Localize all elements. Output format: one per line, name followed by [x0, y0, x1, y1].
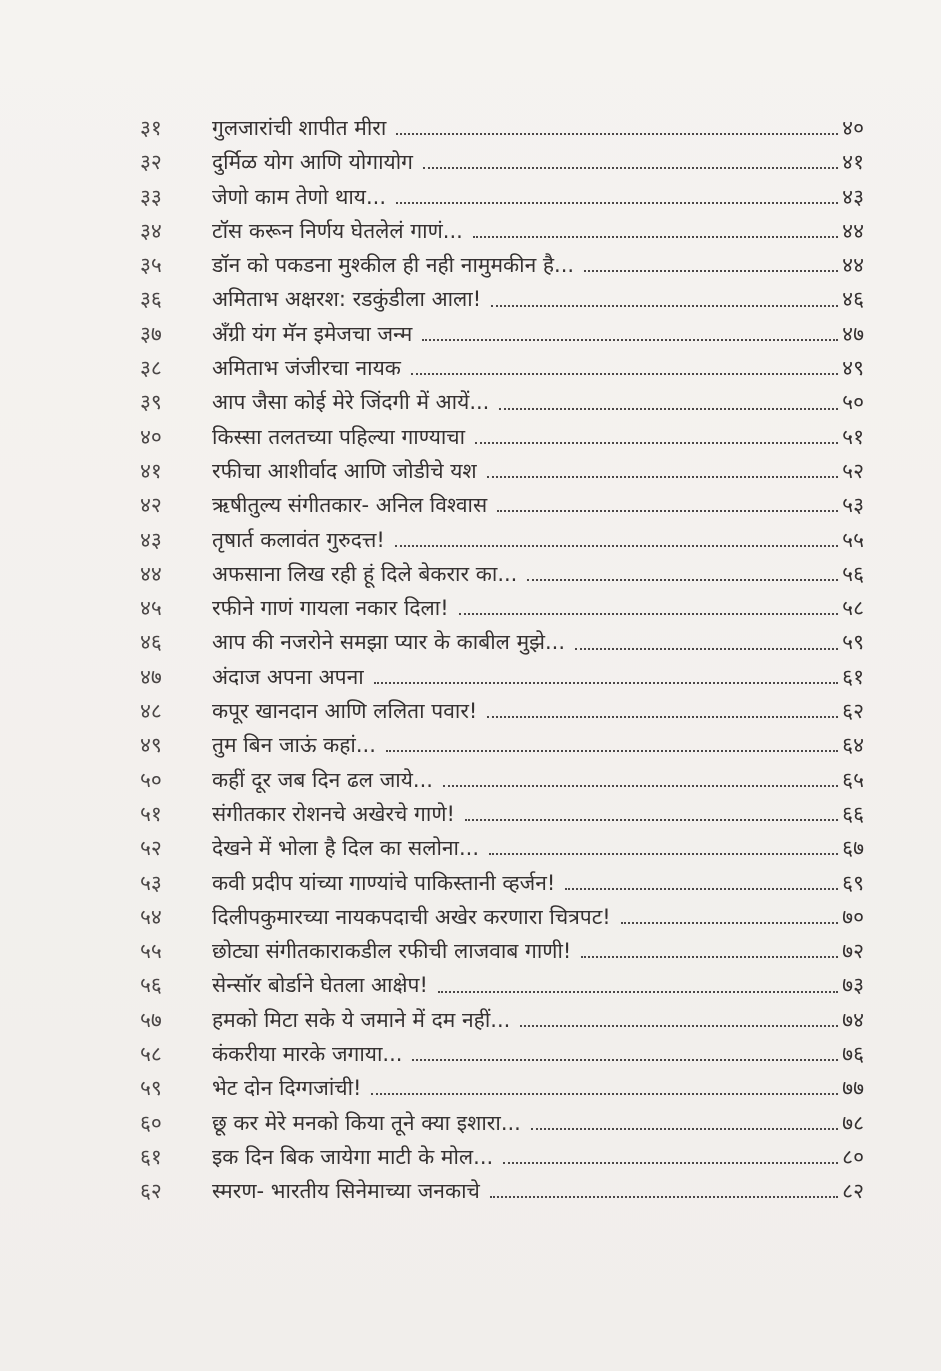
dot-leader: [374, 682, 838, 684]
dot-leader: [386, 750, 838, 752]
toc-entry: [140, 488, 864, 522]
dot-leader: [491, 305, 838, 307]
dot-leader: [475, 442, 838, 444]
chapter-title: छू कर मेरे मनको किया तूने क्या इशारा...: [212, 1110, 521, 1135]
page-number: ५३: [842, 493, 864, 518]
toc-entry: [140, 180, 864, 214]
dot-leader: [499, 408, 838, 410]
chapter-title: रफीने गाणं गायला नकार दिला!: [212, 596, 449, 621]
chapter-number: ३५: [140, 253, 162, 278]
page-number: ५०: [842, 390, 864, 415]
toc-entry: [140, 454, 864, 488]
chapter-title: अमिताभ जंजीरचा नायक: [212, 356, 401, 381]
chapter-title: सेन्सॉर बोर्डाने घेतला आक्षेप!: [212, 973, 428, 998]
toc-entry: [140, 420, 864, 454]
toc-entry: [140, 1140, 864, 1174]
dot-leader: [422, 339, 838, 341]
dot-leader: [584, 270, 838, 272]
page-number: ४०: [842, 116, 864, 140]
chapter-title: अँग्री यंग मॅन इमेजचा जन्म: [212, 321, 413, 346]
chapter-title: छोट्या संगीतकाराकडील रफीची लाजवाब गाणी!: [212, 939, 572, 964]
dot-leader: [443, 785, 838, 787]
chapter-number: ४६: [140, 630, 162, 655]
page-number: ४४: [842, 253, 864, 278]
page-number: ४७: [842, 321, 864, 346]
chapter-title: देखने में भोला है दिल का सलोना...: [212, 836, 480, 861]
chapter-number: ३९: [140, 390, 162, 415]
chapter-number: ४०: [140, 424, 162, 449]
chapter-number: ४३: [140, 527, 162, 552]
toc-entry: [140, 557, 864, 591]
page-number: ७६: [842, 1042, 864, 1067]
toc-entry: [140, 968, 864, 1002]
dot-leader: [531, 1128, 838, 1130]
page-number: ७७: [842, 1076, 864, 1101]
chapter-number: ३६: [140, 287, 162, 312]
toc-entry: [140, 900, 864, 934]
dot-leader: [395, 545, 838, 547]
toc-entry: [140, 660, 864, 694]
chapter-number: ३३: [140, 184, 162, 209]
chapter-title: अमिताभ अक्षरश: रडकुंडीला आला!: [212, 287, 482, 312]
chapter-title: रफीचा आशीर्वाद आणि जोडीचे यश: [212, 458, 477, 483]
page-number: ६७: [842, 836, 864, 861]
chapter-title: किस्सा तलतच्या पहिल्या गाण्याचा: [212, 424, 466, 449]
chapter-title: इक दिन बिक जायेगा माटी के मोल...: [212, 1144, 494, 1169]
page-number: ६५: [842, 767, 864, 792]
toc-entry: [140, 1037, 864, 1071]
chapter-number: ४४: [140, 561, 162, 586]
chapter-title: दिलीपकुमारच्या नायकपदाची अखेर करणारा चित्रपट!: [212, 904, 611, 929]
dot-leader: [487, 716, 838, 718]
dot-leader: [621, 922, 838, 924]
chapter-number: ५९: [140, 1076, 162, 1101]
chapter-number: ६०: [140, 1110, 162, 1135]
page-number: ५२: [842, 458, 864, 483]
toc-entry: [140, 694, 864, 728]
dot-leader: [575, 648, 838, 650]
toc-entry: [140, 763, 864, 797]
page-number: ४९: [842, 356, 864, 381]
dot-leader: [465, 819, 838, 821]
dot-leader: [520, 1025, 838, 1027]
chapter-title: कपूर खानदान आणि ललिता पवार!: [212, 699, 478, 724]
dot-leader: [581, 956, 838, 958]
chapter-title: तुम बिन जाऊं कहां...: [212, 733, 376, 758]
chapter-title: तृषार्त कलावंत गुरुदत्त!: [212, 527, 385, 552]
chapter-title: भेट दोन दिग्गजांची!: [212, 1076, 362, 1101]
toc-entry: [140, 797, 864, 831]
dot-leader: [489, 853, 838, 855]
page-number: ४६: [842, 287, 864, 312]
dot-leader: [565, 888, 838, 890]
chapter-number: ५०: [140, 767, 162, 792]
page-number: ५१: [842, 424, 864, 449]
toc-entry: [140, 591, 864, 625]
chapter-title: संगीतकार रोशनचे अखेरचे गाणे!: [212, 801, 455, 826]
dot-leader: [503, 1162, 838, 1164]
toc-entry: [140, 1003, 864, 1037]
chapter-number: ३४: [140, 218, 162, 243]
page-number: ४१: [842, 150, 864, 175]
chapter-number: ५४: [140, 904, 162, 929]
toc-entry: [140, 145, 864, 179]
dot-leader: [411, 373, 838, 375]
chapter-number: ३८: [140, 356, 162, 381]
chapter-title: कंकरीया मारके जगाया...: [212, 1042, 403, 1067]
chapter-title: आप की नजरोने समझा प्यार के काबील मुझे...: [212, 630, 566, 655]
page-number: ६२: [842, 699, 864, 724]
dot-leader: [459, 613, 839, 615]
chapter-number: ४५: [140, 596, 162, 621]
chapter-number: ४१: [140, 458, 162, 483]
chapter-number: ३२: [140, 150, 162, 175]
chapter-number: ४९: [140, 733, 162, 758]
dot-leader: [473, 236, 838, 238]
chapter-title: आप जैसा कोई मेरे जिंदगी में आयें...: [212, 390, 490, 415]
page-number: ५९: [842, 630, 864, 655]
dot-leader: [412, 1059, 838, 1061]
chapter-number: ५८: [140, 1042, 162, 1067]
toc-entry: [140, 317, 864, 351]
chapter-title: स्मरण- भारतीय सिनेमाच्या जनकाचे: [212, 1179, 480, 1204]
toc-entry: [140, 282, 864, 316]
page-number: ५५: [842, 527, 864, 552]
page-number: ७८: [842, 1110, 864, 1135]
page-number: ५६: [842, 561, 864, 586]
toc-entry: [140, 1174, 864, 1208]
chapter-title: अंदाज अपना अपना: [212, 664, 364, 689]
page-number: ६६: [842, 801, 864, 826]
chapter-number: ६२: [140, 1179, 162, 1204]
chapter-number: ३७: [140, 321, 162, 346]
dot-leader: [490, 1196, 838, 1198]
chapter-title: कहीं दूर जब दिन ढल जाये...: [212, 767, 433, 792]
chapter-title: कवी प्रदीप यांच्या गाण्यांचे पाकिस्तानी व्हर्जन!: [212, 870, 556, 895]
dot-leader: [371, 1093, 838, 1095]
toc-entry: [140, 214, 864, 248]
dot-leader: [527, 579, 838, 581]
toc-entry: [140, 866, 864, 900]
chapter-title: डॉन को पकडना मुश्कील ही नही नामुमकीन है...: [212, 253, 575, 278]
page-number: ७२: [842, 939, 864, 964]
toc-entry: [140, 351, 864, 385]
dot-leader: [438, 991, 838, 993]
toc-entry: [140, 111, 864, 145]
chapter-number: ४७: [140, 664, 162, 689]
page-number: ७४: [842, 1007, 864, 1032]
dot-leader: [487, 476, 838, 478]
table-of-contents: [140, 111, 864, 1209]
dot-leader: [423, 167, 838, 169]
chapter-number: ४२: [140, 493, 162, 518]
page-number: ४३: [842, 184, 864, 209]
chapter-title: ऋषीतुल्य संगीतकार- अनिल विश्वास: [212, 493, 488, 518]
chapter-title: हमको मिटा सके ये जमाने में दम नहीं...: [212, 1007, 511, 1032]
page-number: ६४: [842, 733, 864, 758]
chapter-title: जेणो काम तेणो थाय...: [212, 184, 387, 209]
toc-entry: [140, 248, 864, 282]
dot-leader: [497, 510, 838, 512]
toc-entry: [140, 1071, 864, 1105]
page-number: ८२: [842, 1179, 864, 1204]
chapter-number: ५५: [140, 939, 162, 964]
toc-entry: [140, 934, 864, 968]
page-number: ४४: [842, 218, 864, 243]
toc-entry: [140, 831, 864, 865]
chapter-number: ५६: [140, 973, 162, 998]
chapter-title: दुर्मिळ योग आणि योगायोग: [212, 150, 413, 175]
page-number: ६९: [842, 870, 864, 895]
dot-leader: [396, 133, 838, 135]
page-number: ७३: [842, 973, 864, 998]
chapter-number: ५७: [140, 1007, 162, 1032]
chapter-number: ५२: [140, 836, 162, 861]
page-number: ७०: [842, 904, 864, 929]
chapter-number: ४८: [140, 699, 162, 724]
toc-entry: [140, 728, 864, 762]
chapter-number: ५३: [140, 870, 162, 895]
chapter-number: ५१: [140, 801, 162, 826]
chapter-title: अफसाना लिख रही हूं दिले बेकरार का...: [212, 561, 518, 586]
toc-entry: [140, 625, 864, 659]
chapter-title: गुलजारांची शापीत मीरा: [212, 116, 387, 140]
chapter-number: ३१: [140, 116, 162, 140]
toc-entry: [140, 385, 864, 419]
chapter-title: टॉस करून निर्णय घेतलेलं गाणं...: [212, 218, 463, 243]
dot-leader: [396, 202, 838, 204]
page-number: ६१: [842, 664, 864, 689]
page-number: ५८: [842, 596, 864, 621]
page-number: ८०: [842, 1144, 864, 1169]
chapter-number: ६१: [140, 1144, 162, 1169]
toc-entry: [140, 523, 864, 557]
toc-entry: [140, 1106, 864, 1140]
